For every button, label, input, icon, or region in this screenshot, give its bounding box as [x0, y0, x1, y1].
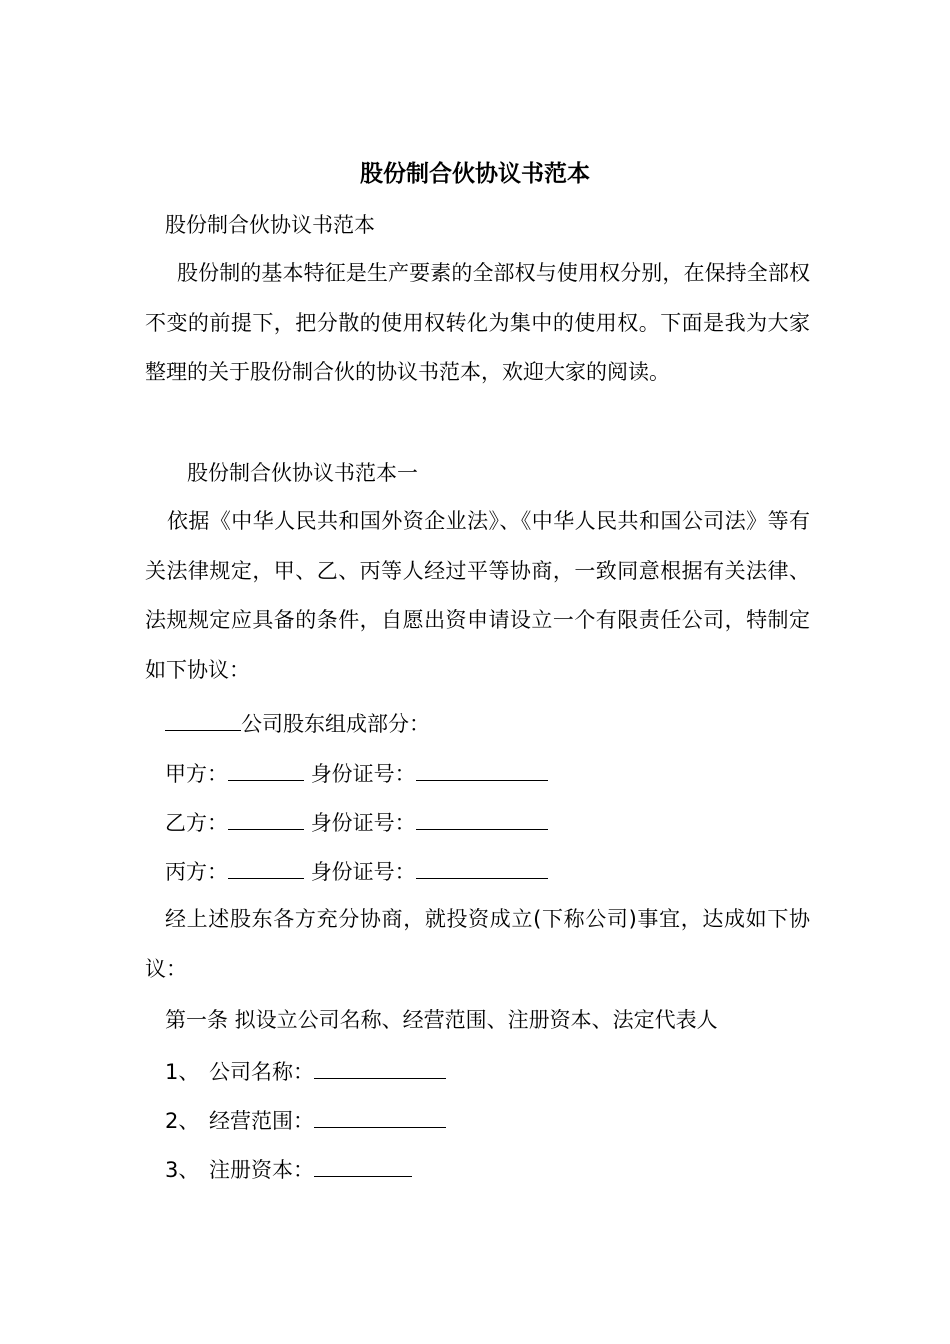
party-name-blank[interactable]	[228, 858, 304, 879]
item-blank[interactable]	[314, 1058, 446, 1079]
item-row-1	[165, 1058, 446, 1085]
item-blank[interactable]	[314, 1156, 412, 1177]
item-number: 3、	[165, 1158, 200, 1182]
id-label: 身份证号：	[310, 811, 416, 835]
id-number-blank[interactable]	[416, 760, 548, 781]
party-name-blank[interactable]	[228, 809, 304, 830]
shareholders-blank[interactable]	[165, 710, 241, 731]
party-row-c	[165, 858, 548, 885]
item-row-3	[165, 1156, 412, 1183]
basis-paragraph: 依据《中华人民共和国外资企业法》、《中华人民共和国公司法》等有关法律规定，甲、乙、丙等人经过平等协商，一致同意根据有关法律、法规规定应具备的条件，自愿出资申请设立一个有限责任公司，特制定如下协议：	[145, 509, 810, 682]
id-number-blank[interactable]	[416, 809, 548, 830]
item-label: 经营范围：	[209, 1109, 314, 1133]
item-label: 注册资本：	[209, 1158, 314, 1182]
party-row-a	[165, 760, 548, 787]
id-number-blank[interactable]	[416, 858, 548, 879]
party-label: 甲方：	[165, 762, 228, 786]
party-name-blank[interactable]	[228, 760, 304, 781]
article-1-heading: 第一条 拟设立公司名称、经营范围、注册资本、法定代表人	[165, 1008, 718, 1032]
id-label: 身份证号：	[310, 860, 416, 884]
item-number: 1、	[165, 1060, 200, 1084]
id-label: 身份证号：	[310, 762, 416, 786]
party-label: 丙方：	[165, 860, 228, 884]
party-label: 乙方：	[165, 811, 228, 835]
shareholders-label: 公司股东组成部分：	[241, 712, 430, 736]
item-blank[interactable]	[314, 1107, 446, 1128]
intro-paragraph: 股份制的基本特征是生产要素的全部权与使用权分别，在保持全部权不变的前提下，把分散的使用权转化为集中的使用权。下面是我为大家整理的关于股份制合伙的协议书范本，欢迎大家的阅读。	[145, 261, 810, 384]
document-subtitle: 股份制合伙协议书范本	[165, 213, 375, 237]
agreement-intro-paragraph: 经上述股东各方充分协商，就投资成立(下称公司)事宜，达成如下协议：	[145, 907, 810, 981]
item-label: 公司名称：	[209, 1060, 314, 1084]
section-title: 股份制合伙协议书范本一	[187, 461, 418, 485]
item-row-2	[165, 1107, 446, 1134]
shareholders-row	[165, 710, 430, 737]
party-row-b	[165, 809, 548, 836]
item-number: 2、	[165, 1109, 200, 1133]
document-title: 股份制合伙协议书范本	[360, 161, 590, 187]
